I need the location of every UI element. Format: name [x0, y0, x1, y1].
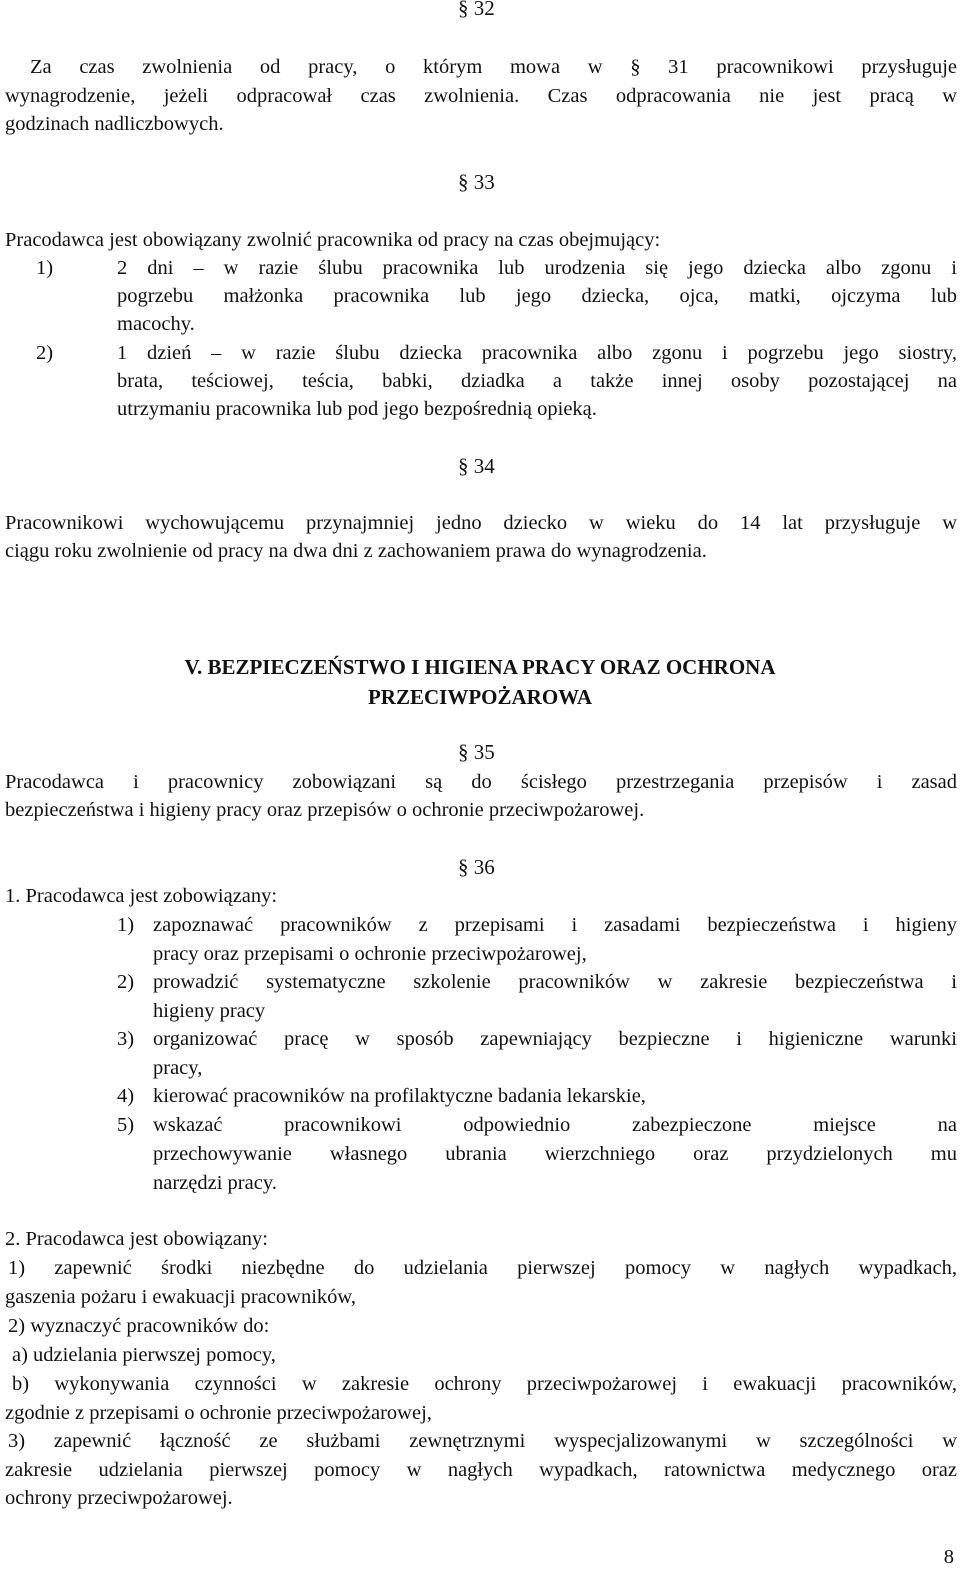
s33-item-2-num: 2) — [36, 342, 54, 364]
s36-p2-line-4: a) udzielania pierwszej pomocy, — [12, 1344, 276, 1366]
s32-line-3: godzinach nadliczbowych. — [5, 113, 224, 135]
s36-item-1-line-1: zapoznawać pracowników z przepisami i zasadami bezpieczeństwa i higieny — [153, 914, 957, 936]
section-32-heading: § 32 — [458, 0, 495, 20]
s36-item-3-line-1: organizować pracę w sposób zapewniający bezpieczne i higieniczne warunki — [153, 1028, 957, 1050]
s36-p2-line-5: b) wykonywania czynności w zakresie ochrony przeciwpożarowej i ewakuacji pracowników, — [12, 1373, 957, 1395]
s36-item-1-num: 1) — [117, 914, 135, 936]
s36-item-1-line-2: pracy oraz przepisami o ochronie przeciwpożarowej, — [153, 943, 587, 965]
section-35-heading: § 35 — [458, 740, 495, 764]
s33-item-2-line-1: 1 dzień – w razie ślubu dziecka pracownika albo zgonu i pogrzebu jego siostry, — [117, 342, 957, 364]
s36-item-5-line-2: przechowywanie własnego ubrania wierzchniego oraz przydzielonych mu — [153, 1143, 957, 1165]
s36-p2-line-1: 1) zapewnić środki niezbędne do udzielania pierwszej pomocy w nagłych wypadkach, — [8, 1257, 957, 1279]
s33-item-2-line-3: utrzymaniu pracownika lub pod jego bezpośrednią opieką. — [117, 398, 597, 420]
s36-item-2-line-2: higieny pracy — [153, 1000, 266, 1022]
s32-line-2: wynagrodzenie, jeżeli odpracował czas zwolnienia. Czas odpracowania nie jest pracą w — [5, 85, 957, 107]
s33-item-2-line-2: brata, teściowej, teścia, babki, dziadka a także innej osoby pozostającej na — [117, 370, 957, 392]
s36-item-3-line-2: pracy, — [153, 1057, 203, 1079]
s36-item-5-line-3: narzędzi pracy. — [153, 1172, 277, 1194]
chapter-heading-line-1: V. BEZPIECZEŃSTWO I HIGIENA PRACY ORAZ OCHRONA — [184, 655, 776, 679]
s36-p2-line-2: gaszenia pożaru i ewakuacji pracowników, — [5, 1286, 357, 1308]
s33-item-1-line-1: 2 dni – w razie ślubu pracownika lub urodzenia się jego dziecka albo zgonu i — [117, 257, 957, 279]
s33-item-1-line-2: pogrzebu małżonka pracownika lub jego dziecka, ojca, matki, ojczyma lub — [117, 285, 957, 307]
chapter-heading-line-2: PRZECIWPOŻAROWA — [367, 685, 593, 709]
s36-p2-line-7: 3) zapewnić łączność ze służbami zewnętrznymi wyspecjalizowanymi w szczególności w — [8, 1430, 957, 1452]
s32-line-1: Za czas zwolnienia od pracy, o którym mowa w § 31 pracownikowi przysługuje — [30, 56, 957, 78]
s33-item-1-num: 1) — [36, 257, 54, 279]
s36-item-2-line-1: prowadzić systematyczne szkolenie pracowników w zakresie bezpieczeństwa i — [153, 971, 957, 993]
s36-p2-line-6: zgodnie z przepisami o ochronie przeciwpożarowej, — [5, 1402, 432, 1424]
s36-p2-line-3: 2) wyznaczyć pracowników do: — [8, 1315, 270, 1337]
s36-p1: 1. Pracodawca jest zobowiązany: — [5, 885, 278, 907]
s33-item-1-line-3: macochy. — [117, 313, 195, 335]
section-34-heading: § 34 — [458, 454, 495, 478]
s36-item-4-line-1: kierować pracowników na profilaktyczne badania lekarskie, — [153, 1085, 646, 1107]
s36-item-2-num: 2) — [117, 971, 135, 993]
page-number: 8 — [943, 1546, 954, 1568]
s36-item-3-num: 3) — [117, 1028, 135, 1050]
s36-p2-line-8: zakresie udzielania pierwszej pomocy w nagłych wypadkach, ratownictwa medycznego oraz — [5, 1459, 957, 1481]
s36-item-5-num: 5) — [117, 1114, 135, 1136]
section-36-heading: § 36 — [458, 855, 495, 879]
section-33-heading: § 33 — [458, 170, 495, 194]
s33-intro: Pracodawca jest obowiązany zwolnić pracownika od pracy na czas obejmujący: — [5, 229, 661, 251]
s36-item-5-line-1: wskazać pracownikowi odpowiednio zabezpieczone miejsce na — [153, 1114, 957, 1136]
s34-line-1: Pracownikowi wychowującemu przynajmniej jedno dziecko w wieku do 14 lat przysługuje w — [5, 512, 957, 534]
s36-item-4-num: 4) — [117, 1085, 135, 1107]
s35-line-2: bezpieczeństwa i higieny pracy oraz przepisów o ochronie przeciwpożarowej. — [5, 799, 645, 821]
s34-line-2: ciągu roku zwolnienie od pracy na dwa dni z zachowaniem prawa do wynagrodzenia. — [5, 540, 707, 562]
s36-p2: 2. Pracodawca jest obowiązany: — [5, 1228, 268, 1250]
s35-line-1: Pracodawca i pracownicy zobowiązani są do ścisłego przestrzegania przepisów i zasad — [5, 771, 957, 793]
s36-p2-line-9: ochrony przeciwpożarowej. — [5, 1487, 233, 1509]
